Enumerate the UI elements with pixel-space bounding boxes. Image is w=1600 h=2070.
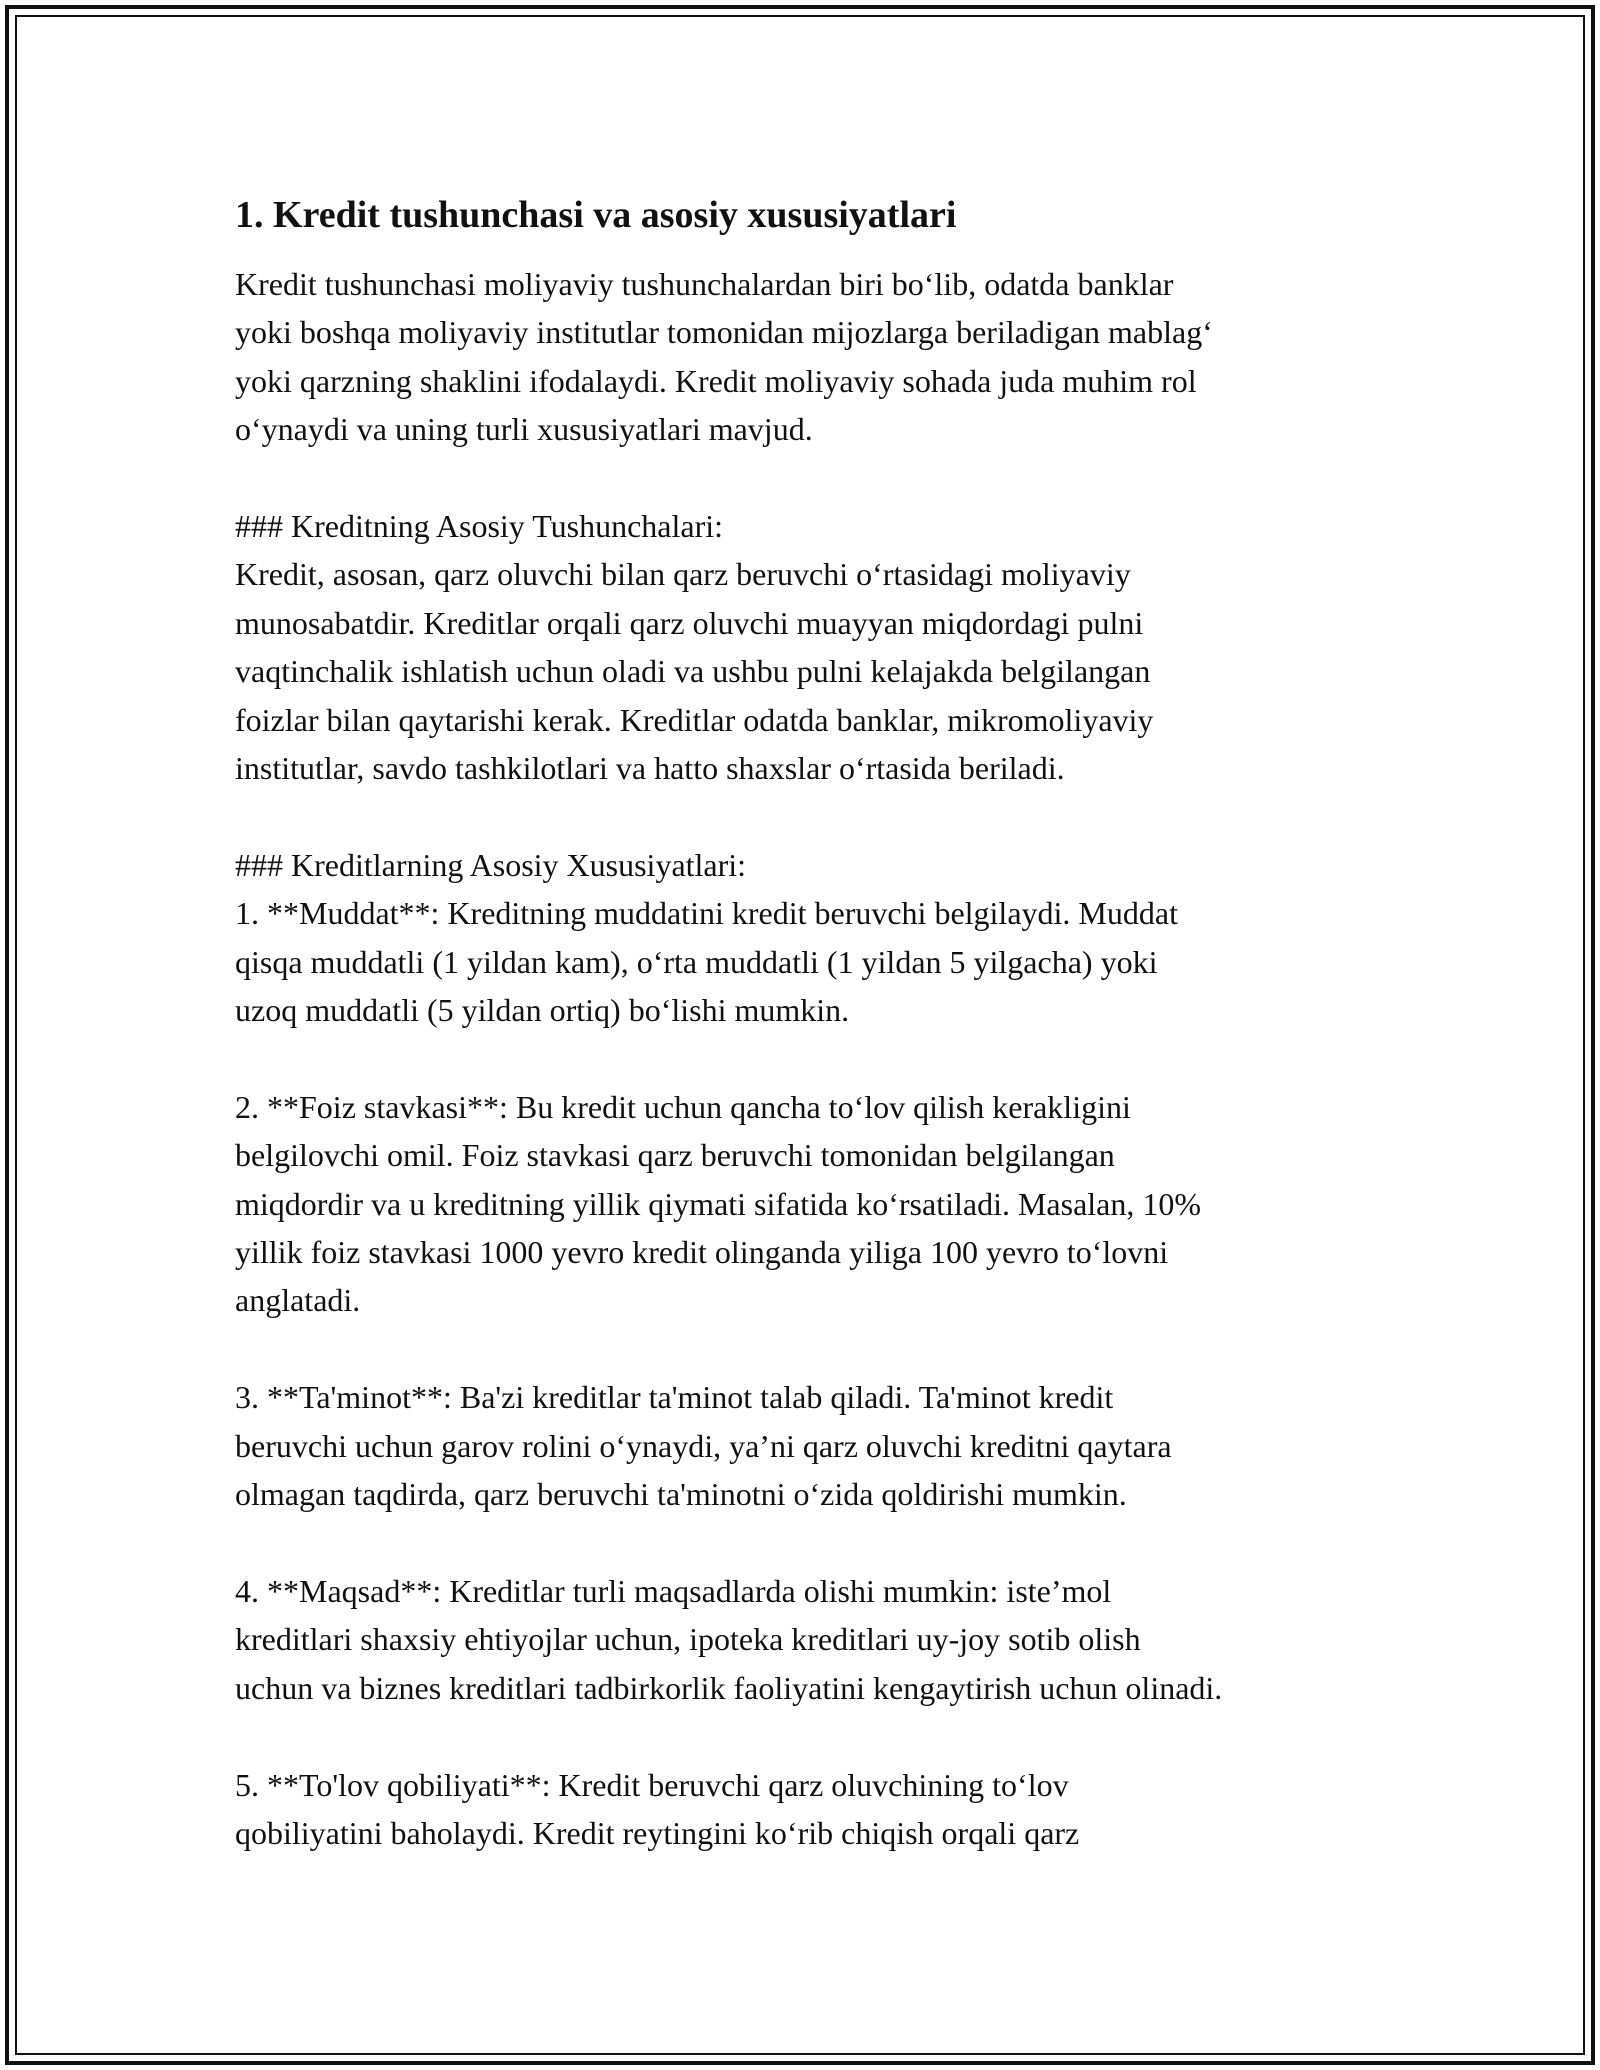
text-line: olmagan taqdirda, qarz beruvchi ta'minotni o‘zida qoldirishi mumkin.	[235, 1476, 1127, 1513]
text-line: yillik foiz stavkasi 1000 yevro kredit olinganda yiliga 100 yevro to‘lovni	[235, 1234, 1169, 1271]
text-line: institutlar, savdo tashkilotlari va hatto shaxslar o‘rtasida beriladi.	[235, 750, 1065, 787]
document-page	[235, 190, 1385, 1857]
paragraph-gap	[235, 1712, 1385, 1760]
text-line: 2. **Foiz stavkasi**: Bu kredit uchun qancha to‘lov qilish kerakligini	[235, 1088, 1131, 1125]
text-line: foizlar bilan qaytarishi kerak. Kreditlar odatda banklar, mikromoliyaviy	[235, 701, 1154, 738]
text-line: beruvchi uchun garov rolini o‘ynaydi, ya’ni qarz oluvchi kreditni qaytara	[235, 1427, 1172, 1464]
text-line: 5. **To'lov qobiliyati**: Kredit beruvchi qarz oluvchining to‘lov	[235, 1766, 1069, 1803]
text-line: munosabatdir. Kreditlar orqali qarz oluvchi muayyan miqdordagi pulni	[235, 604, 1144, 641]
document-body	[235, 260, 1385, 1857]
text-line: ### Kreditning Asosiy Tushunchalari:	[235, 508, 724, 545]
text-line: kreditlari shaxsiy ehtiyojlar uchun, ipoteka kreditlari uy-joy sotib olish	[235, 1621, 1141, 1658]
text-line: miqdordir va u kreditning yillik qiymati sifatida ko‘rsatiladi. Masalan, 10%	[235, 1185, 1202, 1222]
text-line: anglatadi.	[235, 1282, 361, 1319]
text-line: qobiliyatini baholaydi. Kredit reytingini ko‘rib chiqish orqali qarz	[235, 1814, 1080, 1851]
document-title: 1. Kredit tushunchasi va asosiy xususiyatlari	[235, 194, 957, 236]
paragraph-gap	[235, 1519, 1385, 1567]
text-line: yoki qarzning shaklini ifodalaydi. Kredit moliyaviy sohada juda muhim rol	[235, 362, 1197, 399]
text-line: belgilovchi omil. Foiz stavkasi qarz beruvchi tomonidan belgilangan	[235, 1137, 1115, 1174]
text-line: qisqa muddatli (1 yildan kam), o‘rta muddatli (1 yildan 5 yilgacha) yoki	[235, 943, 1158, 980]
text-line: uzoq muddatli (5 yildan ortiq) bo‘lishi mumkin.	[235, 992, 850, 1029]
text-line: uchun va biznes kreditlari tadbirkorlik faoliyatini kengaytirish uchun olinadi.	[235, 1669, 1223, 1706]
text-line: 1. **Muddat**: Kreditning muddatini kredit beruvchi belgilaydi. Muddat	[235, 895, 1178, 932]
text-line: 4. **Maqsad**: Kreditlar turli maqsadlarda olishi mumkin: iste’mol	[235, 1572, 1112, 1609]
text-line: ### Kreditlarning Asosiy Xususiyatlari:	[235, 846, 747, 883]
paragraph-gap	[235, 792, 1385, 840]
paragraph-gap	[235, 1034, 1385, 1082]
text-line: vaqtinchalik ishlatish uchun oladi va ushbu pulni kelajakda belgilangan	[235, 653, 1151, 690]
paragraph-gap	[235, 454, 1385, 502]
text-line: yoki boshqa moliyaviy institutlar tomonidan mijozlarga beriladigan mablag‘	[235, 314, 1213, 351]
text-line: Kredit tushunchasi moliyaviy tushunchalardan biri bo‘lib, odatda banklar	[235, 266, 1174, 302]
text-line: 3. **Ta'minot**: Ba'zi kreditlar ta'minot talab qiladi. Ta'minot kredit	[235, 1379, 1114, 1416]
text-line: Kredit, asosan, qarz oluvchi bilan qarz beruvchi o‘rtasidagi moliyaviy	[235, 556, 1131, 593]
text-line: o‘ynaydi va uning turli xususiyatlari mavjud.	[235, 411, 813, 448]
paragraph-gap	[235, 1325, 1385, 1373]
